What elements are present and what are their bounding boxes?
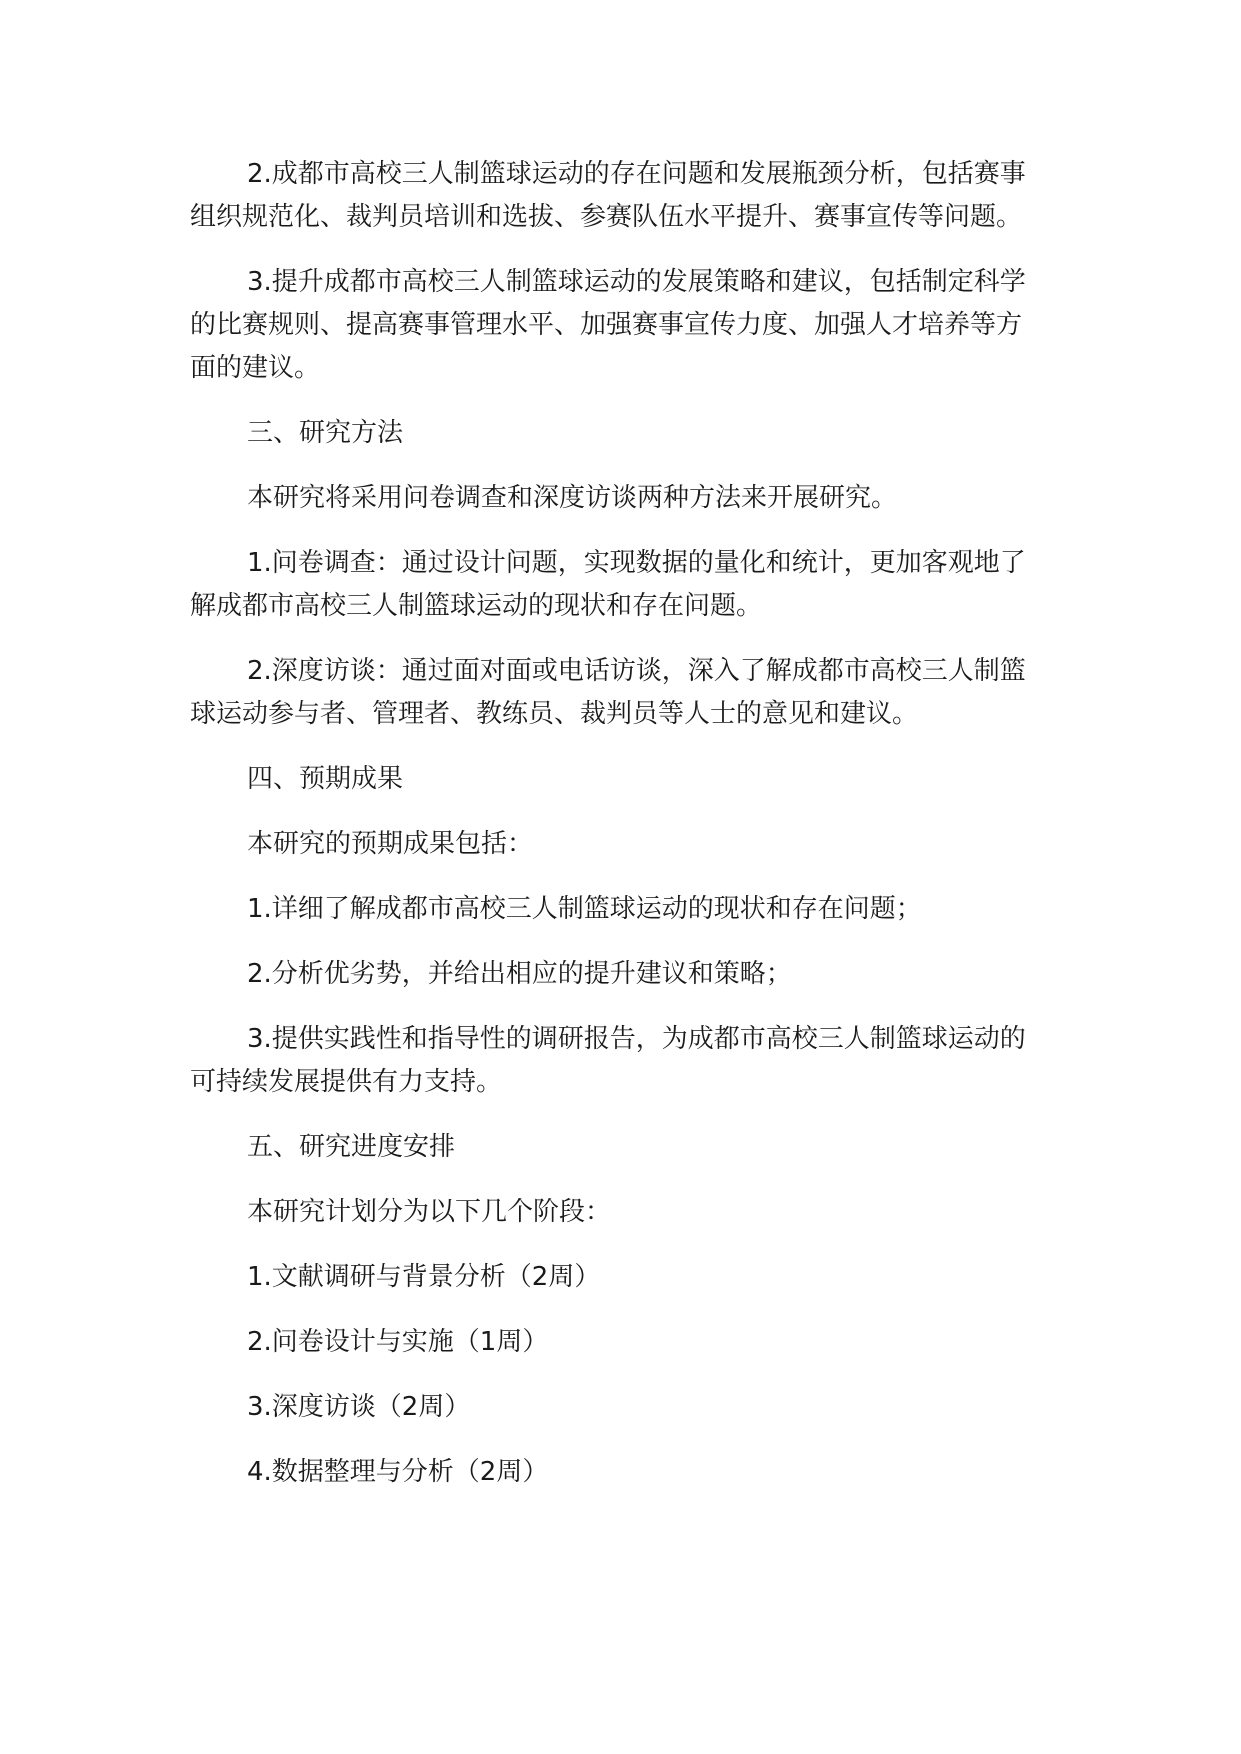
list-item: 2.分析优劣势，并给出相应的提升建议和策略； bbox=[247, 959, 792, 989]
document-body bbox=[190, 153, 1040, 1494]
section-heading: 三、研究方法 bbox=[247, 418, 404, 448]
list-item: 4.数据整理与分析（2周） bbox=[247, 1457, 549, 1487]
paragraph: 本研究的预期成果包括： bbox=[247, 829, 534, 859]
section-heading: 五、研究进度安排 bbox=[247, 1132, 456, 1162]
list-item: 3.深度访谈（2周） bbox=[247, 1392, 471, 1422]
list-item: 2.问卷设计与实施（1周） bbox=[247, 1327, 549, 1357]
paragraph: 本研究计划分为以下几个阶段： bbox=[247, 1197, 612, 1227]
list-item: 3.提供实践性和指导性的调研报告，为成都市高校三人制篮球运动的可持续发展提供有力支持。 bbox=[190, 1024, 1026, 1097]
paragraph: 1.问卷调查：通过设计问题，实现数据的量化和统计，更加客观地了解成都市高校三人制篮球运动的现状和存在问题。 bbox=[190, 548, 1026, 621]
list-item: 1.文献调研与背景分析（2周） bbox=[247, 1262, 601, 1292]
paragraph: 2.成都市高校三人制篮球运动的存在问题和发展瓶颈分析，包括赛事组织规范化、裁判员培训和选拔、参赛队伍水平提升、赛事宣传等问题。 bbox=[190, 159, 1026, 232]
section-heading: 四、预期成果 bbox=[247, 764, 404, 794]
paragraph: 本研究将采用问卷调查和深度访谈两种方法来开展研究。 bbox=[247, 483, 898, 513]
list-item: 1.详细了解成都市高校三人制篮球运动的现状和存在问题； bbox=[247, 894, 922, 924]
paragraph: 2.深度访谈：通过面对面或电话访谈，深入了解成都市高校三人制篮球运动参与者、管理者、教练员、裁判员等人士的意见和建议。 bbox=[190, 656, 1026, 729]
paragraph: 3.提升成都市高校三人制篮球运动的发展策略和建议，包括制定科学的比赛规则、提高赛事管理水平、加强赛事宣传力度、加强人才培养等方面的建议。 bbox=[190, 267, 1026, 383]
